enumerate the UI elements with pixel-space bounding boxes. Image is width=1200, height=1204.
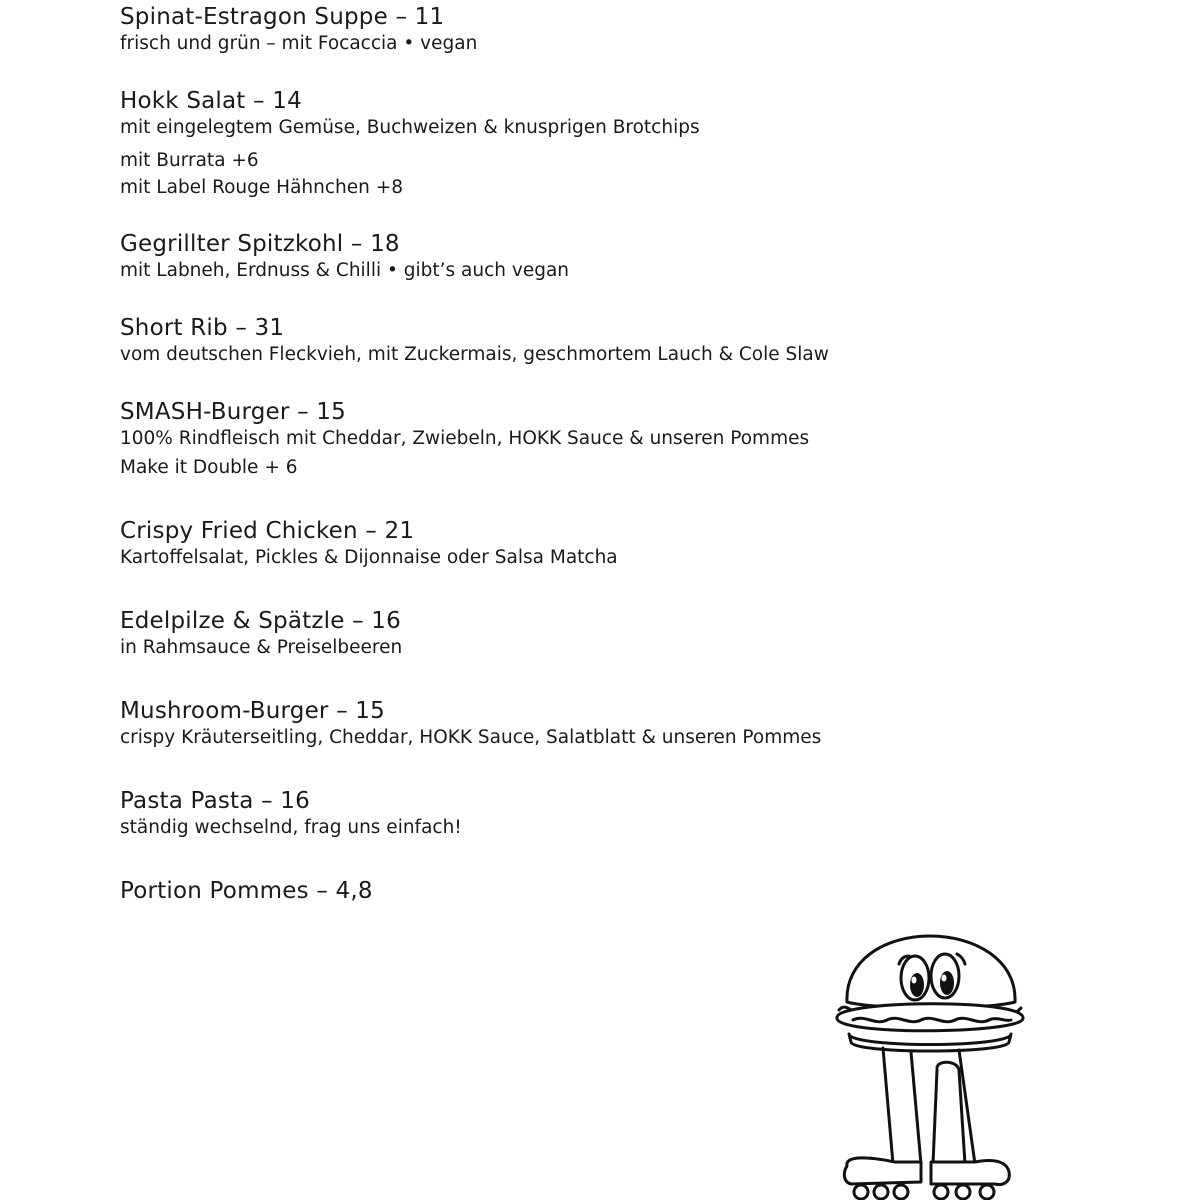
menu-item-title: Hokk Salat – 14 [120,88,302,114]
menu-item-addon: Make it Double + 6 [120,457,298,478]
menu-item-addon: mit Label Rouge Hähnchen +8 [120,177,404,198]
menu-item-description: Kartoffelsalat, Pickles & Dijonnaise oder Salsa Matcha [120,547,618,568]
menu-item-title: SMASH-Burger – 15 [120,399,346,425]
menu-item-title: Mushroom-Burger – 15 [120,698,385,724]
menu-item-description: 100% Rindfleisch mit Cheddar, Zwiebeln, HOKK Sauce & unseren Pommes [120,428,810,449]
menu-item-mushroom-burger [120,696,1020,750]
menu-item-description: in Rahmsauce & Preiselbeeren [120,637,403,658]
menu-item-spinat-estragon-suppe [120,2,1020,56]
menu-item-title: Short Rib – 31 [120,315,285,341]
menu-item-hokk-salat [120,86,1020,200]
burger-character-on-rollerskates-icon [825,930,1035,1200]
menu-item-title: Pasta Pasta – 16 [120,788,310,814]
menu-item-edelpilze-spaetzle [120,606,1020,660]
menu-item-description: mit eingelegtem Gemüse, Buchweizen & knusprigen Brotchips [120,117,700,138]
menu-item-crispy-fried-chicken [120,516,1020,570]
menu-item-title: Crispy Fried Chicken – 21 [120,518,415,544]
menu-item-description: vom deutschen Fleckvieh, mit Zuckermais, geschmortem Lauch & Cole Slaw [120,344,829,365]
menu-item-title: Edelpilze & Spätzle – 16 [120,608,401,634]
menu-item-description: frisch und grün – mit Focaccia • vegan [120,33,478,54]
menu-item-portion-pommes [120,876,1020,906]
menu-item-title: Portion Pommes – 4,8 [120,878,373,904]
menu-item-pasta-pasta [120,786,1020,840]
menu-item-title: Spinat-Estragon Suppe – 11 [120,4,445,30]
menu-item-description: ständig wechselnd, frag uns einfach! [120,817,462,838]
menu-item-title: Gegrillter Spitzkohl – 18 [120,231,400,257]
menu-item-addon: mit Burrata +6 [120,150,259,171]
menu-item-short-rib [120,313,1020,367]
menu-item-description: crispy Kräuterseitling, Cheddar, HOKK Sauce, Salatblatt & unseren Pommes [120,727,822,748]
menu-item-description: mit Labneh, Erdnuss & Chilli • gibt’s auch vegan [120,260,570,281]
menu-item-smash-burger [120,397,1020,480]
menu-item-gegrillter-spitzkohl [120,229,1020,283]
